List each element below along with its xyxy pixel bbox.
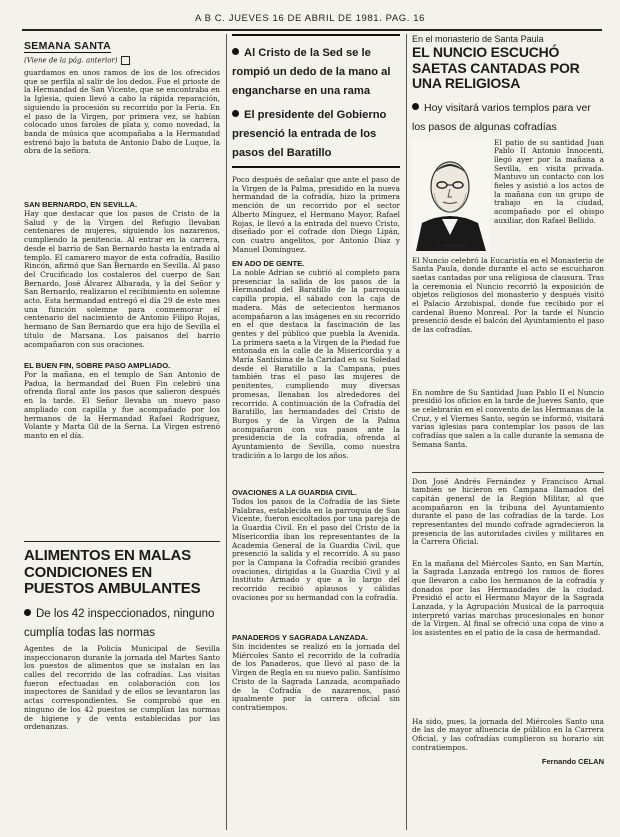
headline-nuncio: EL NUNCIO ESCUCHÓ SAETAS CANTADAS POR UNA RELIGIOSA: [412, 44, 580, 91]
paragraph-kicker: PANADEROS Y SAGRADA LANZADA.: [232, 633, 368, 642]
article-paragraph: Todos los pasos de la Cofradía de las Siete Palabras, establecida en la parroquia de San Vicente, fueron escoltados por una pareja de la Guardia Civil. En el paso del Cristo de la Misericordia iban los representantes de la Academia General de la Guardia Civil, que presenció la salida y el recorrido. A su paso por la Campana la Cofradía recibió grandes ovaciones, dirigidas a la Guardia Civil y al Instituto Armado y que a lo largo del recorrido recibió aplausos y cálidas ovaciones por su hermandad con la cofradía.: [232, 498, 400, 602]
article-paragraph: Por la mañana, en el templo de San Antonio de Padua, la hermandad del Buen Fin celebró una ofrenda floral ante los pasos que salieron después en la tarde. El Señor llevaba un nuevo paso ampliado con capilla y fue acompañado por los hermanos de la Hermandad Rafael Rodríguez, Volante y Marta Gil de la Serna. La Virgen estrenó manto en el día.: [24, 371, 220, 440]
column-middle: [232, 34, 400, 834]
subheadline-block: [412, 96, 604, 134]
subheadline-block: [24, 602, 220, 640]
column-rule-right: [406, 34, 407, 830]
article-body: Agentes de la Policía Municipal de Sevilla inspeccionaron durante la jornada del Martes Santo los puestos de alimentos que se instalan en las calles del recorrido de las cofradías. Las visitas fueron efectuadas en colaboración con los inspectores de Sanidad y de ellos se levantaron las actas correspondientes. Se comprobó que en ninguno de los 42 puestos se cumplían las normas de higiene y de venta establecidas por las ordenanzas.: [24, 644, 220, 732]
bullet-icon: [232, 110, 239, 117]
highlights-box: [232, 34, 400, 168]
headline-alimentos: ALIMENTOS EN MALAS CONDICIONES EN PUESTOS AMBULANTES: [24, 547, 201, 598]
paragraph-kicker: OVACIONES A LA GUARDIA CIVIL.: [232, 488, 357, 497]
paragraph-kicker: SAN BERNARDO, EN SEVILLA.: [24, 200, 138, 209]
article-paragraph: En la mañana del Miércoles Santo, en San Martín, la Sagrada Lanzada entregó los ramos de flores que llevaron a cabo los hermanos de la cofradía y donados por las Hermandades de la ciudad. Presidió el acto el Hermano Mayor de la Sagrada Lanzada, y la Agrupación Musical de la parroquia interpretó varias marchas procesionales en honor de la Virgen. Al final se ofreció una copa de vino a los asistentes en el patio de la casa de hermandad.: [412, 559, 604, 638]
author-signature: Fernando CELAN: [541, 756, 604, 766]
article-paragraph: El Nuncio celebró la Eucaristía en el Monasterio de Santa Paula, donde durante el acto se escucharon saetas cantadas por una religiosa de clausura. Tras la ceremonia el Nuncio recorrió la exposición de objetos religiosos del monasterio y después visitó el Palacio Arzobispal, donde fue recibido por el cardenal Bueno Monreal. Por la tarde el Nuncio presenció desde el balcón del Ayuntamiento el paso de las cofradías.: [412, 256, 604, 335]
subheadline: De los 42 inspeccionados, ninguno cumplía todas las normas: [24, 607, 215, 639]
article-paragraph: El patio de su santidad Juan Pablo II Antonio Innocenti, llegó ayer por la mañana a Sevilla, en visita privada. Mantuvo un contacto con los fieles y asistió a los actos de la mañana con un grupo de trabajo en la ciudad, acompañado por el obispo auxiliar, don Rafael Bellido.: [494, 138, 604, 225]
portrait-photo: [412, 139, 490, 251]
article-paragraph: Hay que destacar que los pasos de Cristo de la Salud y de la Virgen del Refugio llevaban centenares de mujeres, siguiendo los nazarenos, cumpliendo la penitencia. Al entrar en la carrera, desde el barrio de San Bernardo hasta la entrada al templo. El camarero mayor de esta cofradía, Basilio Rincón, afirmó que San Bernardo en Sevilla. Al paso del Crucificado los costaleros del cuerpo de San Bernardo, José Álvarez Albarada, y la del Señor y San Bernardo, realizaron el recibimiento en solemne acto. Esta hermandad entregó el día 29 de este mes una función solemne para conmemorar el centenario del nacimiento de Antonio Filipo Rojas, hermano de San Bernardo que era hijo de Sevilla el título de Marsana. Los paisanos del barrio acompañaron con sus oraciones.: [24, 210, 220, 349]
bullet-icon: [232, 48, 239, 55]
article-paragraph: Sin incidentes se realizó en la jornada del Miércoles Santo el recorrido de la cofradía de los Panaderos, que llevó al paso de la Virgen de Regla en su nuevo palio. Santísimo Cristo de la Sagrada Lanzada, acompañado de la Cofradía de nazarenos, pasó igualmente por la carrera oficial sin contratiempos.: [232, 643, 400, 712]
column-left: [24, 34, 220, 834]
paragraph-kicker: EN ADO DE GENTE.: [232, 259, 305, 268]
column-right: [412, 34, 604, 834]
highlight-item: Al Cristo de la Sed se le rompió un dedo de la mano al engancharse en una rama: [232, 47, 391, 97]
article-intro: guardamos en unos ramos de los de los ofrecidos que se perfila al salir de los dedos. Fue el prioste de la Hermandad de San Vicente, que se encontraba en la Iglesia, quien llevó a cabo la rápida reparación, siguiendo la procesión su recorrido por la Feria. En el paso de la Virgen, por primera vez, se habían colocado unos faroles de plata y, como novedad, la banda de música que acompañaba a la Hermandad estrenó bajo la batuta de Antonio Dabo de Luque, la obra de la señora.: [24, 69, 220, 156]
running-head: A B C. JUEVES 16 DE ABRIL DE 1981. PAG. 16: [194, 13, 426, 24]
bullet-icon: [412, 103, 419, 110]
story-divider: [412, 472, 604, 473]
header-rule: [22, 29, 602, 31]
story-divider: [24, 541, 220, 542]
article-paragraph: Poco después de señalar que ante el paso de la Virgen de la Palma, presidido en la nueva hermandad de la cofradía, hizo la primera mención de un recorrido por el sector Alberto Mínguez, el Hermano Mayor, Rafael Rojas, le llevó a la entrada del nuevo Cristo, diseñado por el cofrade don Diego Lipán, con cuatro angelitos, por Antonio Díaz y Manuel Domínguez.: [232, 176, 400, 254]
article-paragraph: La noble Adrian se cubrió al completo para presenciar la salida de los pasos de la Hermandad del Baratillo de la parroquia capilla propia, el sábado con la caja de madera. Más de setecientos hermanos acompañaron a las imágenes en su recorrido en el que destaca la fascinación de las gentes y del público que puebla la Avenida. La primera saeta a la Virgen de la Piedad fue entonada en la calle de la Misericordia y a María Santísima de la Caridad en su Soledad desde el Baratillo a la Campana, pues también tras el paso las mujeres de penitentes, cumpliendo muy diversas promesas, llenaban los alrededores del recorrido. A continuación de la Cofradía del Baratillo, las hermandades del Cristo de Burgos y de la Virgen de la Palma acompañaron con sus pasos ante la presidencia de la cofradía, ofrenda al Ayuntamiento de Sevilla, como nuestra tradición a lo largo de los años.: [232, 269, 400, 460]
continuation-note: (Viene de la pág. anterior): [24, 56, 220, 65]
portrait-illustration: [412, 139, 490, 251]
bullet-icon: [24, 609, 31, 616]
story-kicker: En el monasterio de Santa Paula: [412, 34, 544, 44]
article-paragraph: Ha sido, pues, la jornada del Miércoles Santo una de las de mayor afluencia de público en la Carrera Oficial, y las cofradías cumplieron su horario sin contratiempos.: [412, 717, 604, 752]
column-rule-left: [226, 34, 227, 830]
highlight-item: El presidente del Gobierno presenció la entrada de los pasos del Baratillo: [232, 109, 387, 159]
checkbox-icon: [121, 56, 130, 65]
photo-caption: A. Innocenti: [436, 242, 467, 249]
photo-block: [412, 139, 604, 257]
article-paragraph: En nombre de Su Santidad Juan Pablo II el Nuncio presidió los oficios en la tarde de Jueves Santo, que se celebrarán en el convento de las Hermanas de la Cruz, y el Viernes Santo, según se informó, visitará varias iglesias para contemplar los pasos de las cofradías que salen a la calle durante la semana de Semana Santa.: [412, 388, 604, 449]
subheadline: Hoy visitará varios templos para ver los pasos de algunas cofradías: [412, 101, 591, 133]
section-tag: SEMANA SANTA: [24, 40, 112, 52]
article-paragraph: Don José Andrés Fernández y Francisco Arnal también se hicieron en Campana llamados del capitán general de la Región Militar, al que acompañaron en la tribuna del Ayuntamiento durante el paso de las cofradías de la tarde. Los representantes del mundo cofrade agradecieron la presencia de las autoridades civiles y militares en la Carrera Oficial.: [412, 477, 604, 547]
paragraph-kicker: EL BUEN FIN, SOBRE PASO AMPLIADO.: [24, 361, 171, 370]
